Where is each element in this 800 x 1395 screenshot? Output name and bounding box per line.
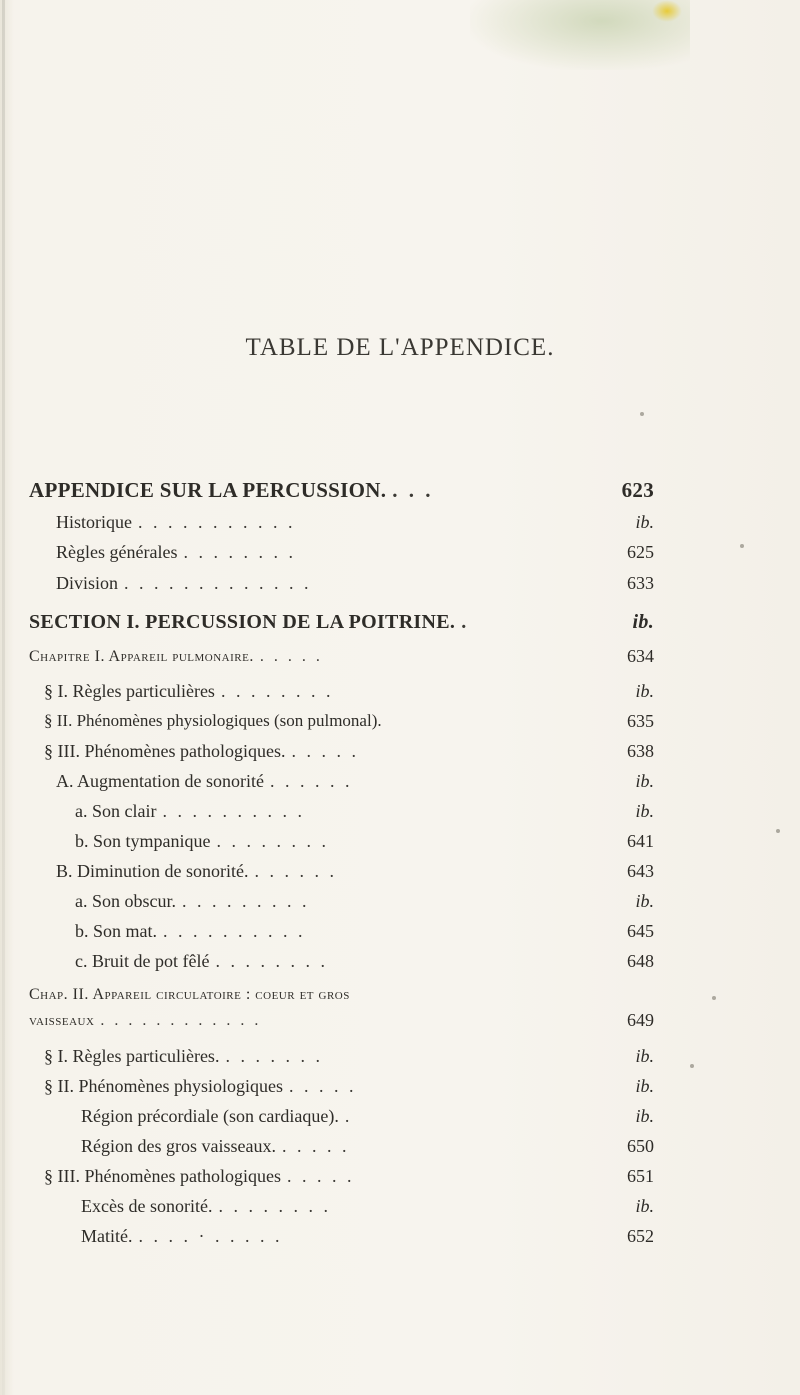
toc-entry-label: § III. Phénomènes pathologiques. xyxy=(44,741,286,761)
leader-dots: . . . xyxy=(392,478,434,502)
leader-dots: . . . . . . . xyxy=(225,1046,323,1066)
leader-dots: . . . . . . . . xyxy=(220,681,334,701)
leader-dots: . . . . . . . . . . xyxy=(162,801,305,821)
leader-dots: . . . . . xyxy=(281,1136,350,1156)
toc-page-number: ib. xyxy=(635,771,654,791)
toc-entry xyxy=(81,1106,352,1127)
toc-entry xyxy=(56,771,352,792)
toc-page-number: ib. xyxy=(635,1046,654,1066)
toc-page-number: ib. xyxy=(635,681,654,701)
leader-dots: . xyxy=(461,611,470,633)
leader-dots: . . . . . xyxy=(291,741,359,761)
leader-dots: . . . . . . xyxy=(254,861,337,881)
toc-page-number: ib. xyxy=(635,1196,654,1216)
leader-dots: . . . . . . . . . . . . . xyxy=(124,573,312,593)
leader-dots: . . . . . . . . . . . . xyxy=(100,1012,262,1029)
leader-dots: . xyxy=(344,1106,353,1126)
toc-entry xyxy=(29,986,356,1004)
toc-entry-label: B. Diminution de sonorité. xyxy=(56,861,249,881)
leader-dots: . . . . . . xyxy=(269,771,353,791)
toc-entry xyxy=(29,611,469,634)
toc-entry-label: Division xyxy=(56,573,119,593)
toc-entry xyxy=(75,921,306,942)
toc-entry-label: Région précordiale (son cardiaque). xyxy=(81,1106,339,1126)
toc-page-number: 623 xyxy=(621,478,654,502)
toc-page-number: 625 xyxy=(627,542,654,562)
toc-page-number: 652 xyxy=(627,1226,654,1246)
toc-entry xyxy=(56,573,312,594)
toc-entry-label: APPENDICE SUR LA PERCUSSION. xyxy=(29,478,387,502)
leader-dots: . . . . · . . . . . xyxy=(138,1226,283,1246)
toc-entry xyxy=(75,891,310,912)
toc-entry xyxy=(75,831,329,852)
leader-dots: . . . . . . . . xyxy=(183,542,296,562)
toc-page-number: ib. xyxy=(635,1106,654,1126)
page-title: TABLE DE L'APPENDICE. xyxy=(245,334,555,361)
leader-dots: . . . . . . . . . . xyxy=(163,921,306,941)
toc-page-number: 638 xyxy=(627,741,654,761)
toc-entry xyxy=(81,1196,331,1217)
leader-dots: . . . . . . . . xyxy=(216,831,329,851)
leader-dots: . . . . . . . . . xyxy=(182,891,310,911)
toc-entry xyxy=(29,478,434,503)
toc-page-number: 648 xyxy=(627,951,654,971)
toc-entry-label: a. Son clair xyxy=(75,801,157,821)
toc-entry-label: b. Son tympanique xyxy=(75,831,211,851)
toc-page-number: 635 xyxy=(627,711,654,731)
toc-page-number: 643 xyxy=(627,861,654,881)
leader-dots: . . . . . xyxy=(286,1166,355,1186)
toc-entry xyxy=(81,1226,283,1247)
toc-page-number: 650 xyxy=(627,1136,654,1156)
toc-entry-label: Chapitre I. Appareil pulmonaire. xyxy=(29,648,254,665)
toc-page-number: ib. xyxy=(632,611,654,633)
toc-entry xyxy=(29,1012,261,1030)
leader-dots: . . . . . . . . xyxy=(218,1196,331,1216)
toc-entry-label: § I. Règles particulières xyxy=(44,681,215,701)
toc-entry-label: Excès de sonorité. xyxy=(81,1196,213,1216)
toc-entry-label: a. Son obscur. xyxy=(75,891,176,911)
toc-entry xyxy=(75,951,328,972)
leader-dots: . . . . . . . . xyxy=(215,951,328,971)
toc-entry xyxy=(44,1166,354,1187)
toc-entry xyxy=(44,681,333,702)
toc-entry-label: § II. Phénomènes physiologiques xyxy=(44,1076,283,1096)
toc-entry xyxy=(29,648,323,666)
toc-entry-label: vaisseaux xyxy=(29,1012,95,1029)
toc-page-number: 634 xyxy=(627,646,654,666)
toc-entry-label: § I. Règles particulières. xyxy=(44,1046,220,1066)
toc-entry-label: Matité. xyxy=(81,1226,133,1246)
toc-entry-label: A. Augmentation de sonorité xyxy=(56,771,264,791)
toc-entry-label: Région des gros vaisseaux. xyxy=(81,1136,276,1156)
toc-entry-label: Historique xyxy=(56,512,132,532)
toc-entry xyxy=(75,801,305,822)
toc-entry xyxy=(81,1136,349,1157)
leader-dots: . . . . . . . . . . . xyxy=(138,512,296,532)
toc-page-number: ib. xyxy=(635,801,654,821)
toc-entry xyxy=(44,741,359,762)
toc-entry-label: c. Bruit de pot fêlé xyxy=(75,951,210,971)
toc-page-number: ib. xyxy=(635,891,654,911)
toc-entry xyxy=(56,861,337,882)
toc-entry-label: b. Son mat. xyxy=(75,921,158,941)
toc-page-number: 651 xyxy=(627,1166,654,1186)
toc-entry-label: SECTION I. PERCUSSION DE LA POITRINE. xyxy=(29,611,456,633)
toc-entry-label: Règles générales xyxy=(56,542,178,562)
toc-page-number: ib. xyxy=(635,512,654,532)
toc-page-number: 633 xyxy=(627,573,654,593)
toc-page-number: ib. xyxy=(635,1076,654,1096)
toc-entry xyxy=(56,512,296,533)
toc-entry xyxy=(56,542,296,563)
toc-page-number: 649 xyxy=(627,1010,654,1030)
toc-entry-label: Chap. II. Appareil circulatoire : coeur et gros xyxy=(29,986,350,1003)
leader-dots: . . . . . xyxy=(259,648,323,665)
toc-entry xyxy=(44,711,388,731)
toc-page-number: 645 xyxy=(627,921,654,941)
toc-entry xyxy=(44,1076,356,1097)
toc-page-number: 641 xyxy=(627,831,654,851)
toc-entry-label: § II. Phénomènes physiologiques (son pulmonal). xyxy=(44,711,382,730)
leader-dots: . . . . . xyxy=(288,1076,357,1096)
toc-entry-label: § III. Phénomènes pathologiques xyxy=(44,1166,281,1186)
toc-entry xyxy=(44,1046,323,1067)
